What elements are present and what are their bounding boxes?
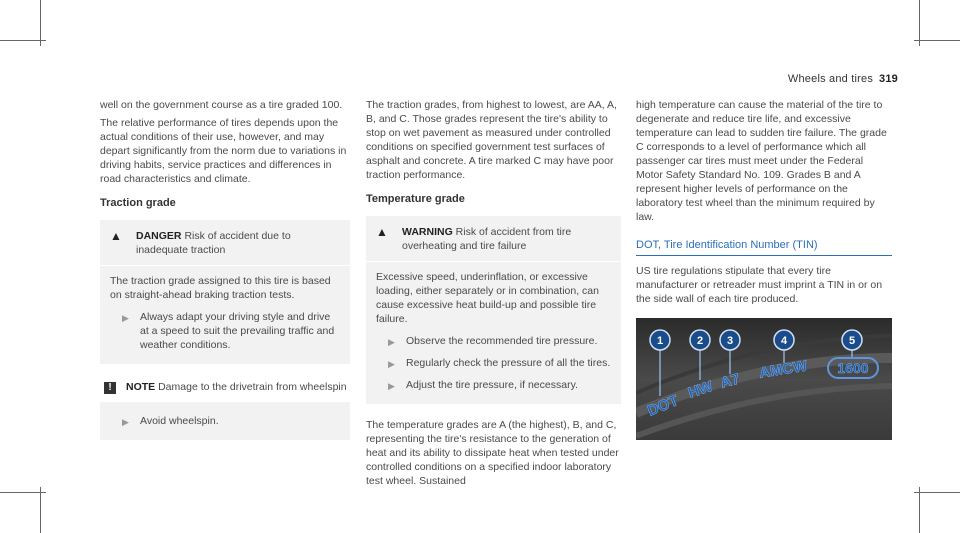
warning-triangle-icon: ▲ (376, 225, 388, 239)
callout-2 (690, 330, 710, 350)
tire-marking-a7: A7 (718, 370, 742, 392)
instruction-step: ▶ Observe the recommended tire pressure. (388, 335, 598, 347)
page-header (788, 73, 898, 85)
crop-mark (0, 492, 46, 493)
section-heading: Traction grade (100, 197, 176, 209)
paragraph: US tire regulations stipulate that every tire manufacturer or retreader must imprint a TIN in or on the side wall of each tire produced. (636, 265, 883, 305)
paragraph: The traction grades, from highest to lowest, are AA, A, B, and C. Those grades represent the tire's ability to stop on wet pavement as measured under controlled conditions on specified government test surfaces of asphalt and concrete. A tire marked C may have poor traction performance. (366, 99, 617, 181)
column-3 (636, 98, 892, 440)
arrow-right-icon: ▶ (122, 417, 129, 427)
notice-header (100, 380, 350, 394)
section-title: Wheels and tires (787, 73, 874, 85)
tire-marking-dot: DOT (645, 392, 681, 420)
section-heading: Temperature grade (366, 193, 465, 205)
arrow-right-icon: ▶ (122, 313, 129, 323)
warning-box (366, 216, 621, 404)
crop-mark (40, 487, 41, 533)
warning-title: Risk of accident from tire overheating and tire failure (402, 226, 572, 252)
column-2 (366, 98, 621, 492)
danger-label: DANGER (136, 230, 182, 242)
arrow-right-icon: ▶ (388, 359, 395, 369)
crop-mark (919, 487, 920, 533)
danger-title: Risk of accident due to inadequate traction (136, 230, 291, 256)
instruction-step: ▶ Always adapt your driving style and drive at a speed to suit the prevailing traffic and weather conditions. (122, 311, 335, 351)
paragraph: The relative performance of tires depends upon the actual conditions of their use, however, and may depart significantly from the norm due to variations in driving habits, service practices and differences in road characteristics and climate. (100, 117, 347, 185)
callout-3 (720, 330, 740, 350)
svg-text:5: 5 (848, 335, 856, 347)
svg-text:2: 2 (696, 335, 704, 347)
crop-mark (914, 492, 960, 493)
callout-4 (774, 330, 794, 350)
paragraph: well on the government course as a tire graded 100. (100, 99, 343, 111)
instruction-step: ▶ Regularly check the pressure of all the tires. (388, 357, 611, 369)
callout-5 (842, 330, 862, 350)
tire-sidewall-image (636, 318, 892, 440)
instruction-step: ▶ Adjust the tire pressure, if necessary. (388, 379, 578, 391)
paragraph: The temperature grades are A (the highest), B, and C, representing the tire's resistance to the generation of heat and its ability to dissipate heat when tested under controlled conditions on a specified indoor laboratory test wheel. Sustained (366, 419, 619, 487)
paragraph: high temperature can cause the material of the tire to degenerate and reduce tire life, and excessive temperature can lead to sudden tire failure. The grade C corresponds to a level of performance which all passenger car tires must meet under the Federal Motor Safety Standard No. 109. Grades B and A represent higher levels of performance on the laboratory test wheel than the minimum required by law. (636, 99, 887, 223)
crop-mark (0, 40, 46, 41)
tire-marking-amcw: AMCW (757, 357, 809, 382)
callout-1 (650, 330, 670, 350)
crop-mark (914, 40, 960, 41)
notice-label: NOTE (126, 381, 156, 393)
page-number: 319 (879, 73, 898, 85)
column-1 (100, 98, 350, 450)
tire-marking-1600: 1600 (837, 360, 869, 376)
danger-header (100, 220, 350, 266)
warning-label: WARNING (402, 226, 453, 238)
danger-box (100, 220, 350, 364)
svg-text:3: 3 (726, 335, 734, 347)
section-heading: DOT, Tire Identification Number (TIN) (636, 238, 892, 256)
instruction-step: ▶ Avoid wheelspin. (122, 415, 219, 427)
exclamation-icon: ! (104, 382, 116, 394)
arrow-right-icon: ▶ (388, 381, 395, 391)
notice-box (100, 402, 350, 440)
notice-title: Damage to the drivetrain from wheelspin (158, 381, 347, 393)
svg-text:4: 4 (780, 335, 788, 347)
svg-text:1: 1 (656, 335, 664, 347)
tire-marking-hw: HW (685, 377, 716, 402)
warning-body: Excessive speed, underinflation, or excessive loading, either separately or in combination, can cause excessive heat build-up and possible tire failure. (376, 271, 599, 325)
warning-header (366, 216, 621, 262)
danger-body: The traction grade assigned to this tire is based on straight-ahead braking traction tests. (110, 275, 331, 301)
arrow-right-icon: ▶ (388, 337, 395, 347)
warning-triangle-icon: ▲ (110, 229, 122, 243)
